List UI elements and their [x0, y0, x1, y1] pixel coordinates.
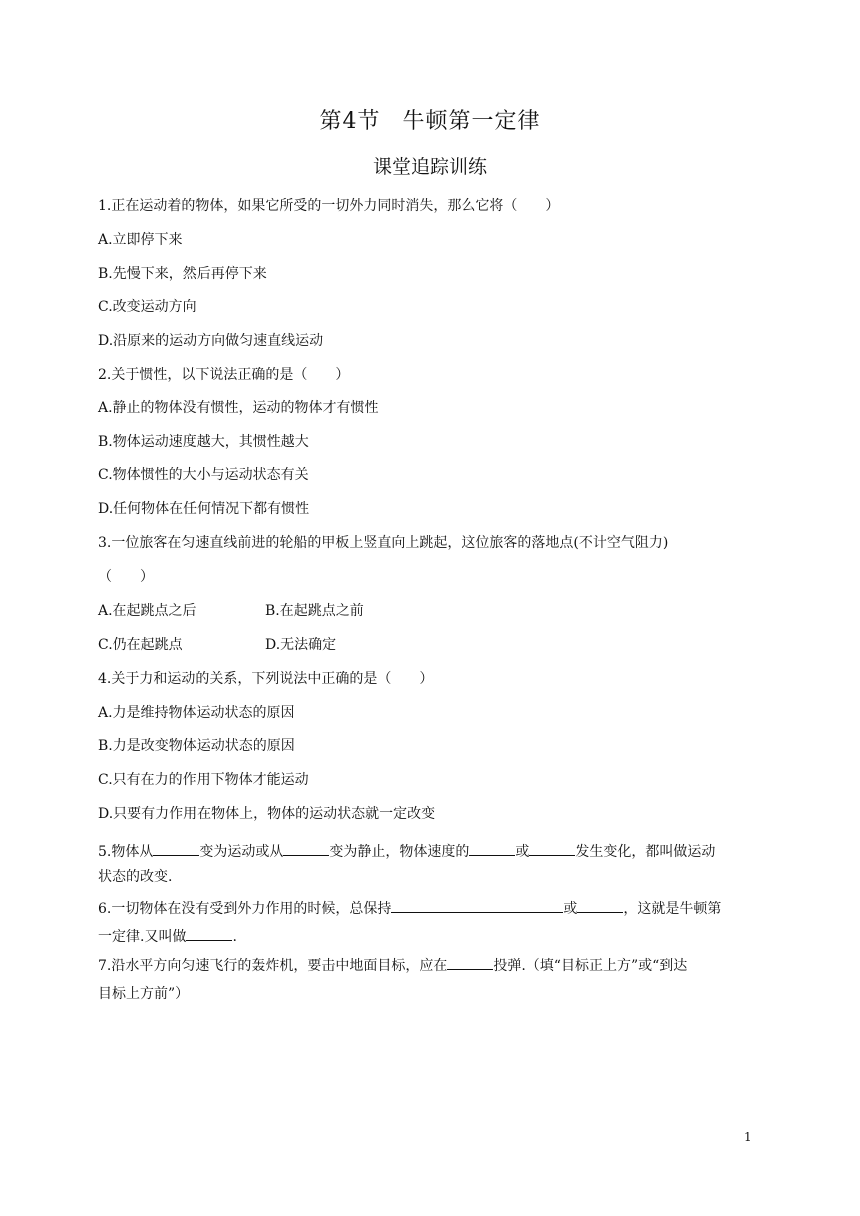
- question-1-option-d: D.沿原来的运动方向做匀速直线运动: [98, 333, 324, 349]
- page-subtitle: 课堂追踪训练: [372, 156, 487, 178]
- question-2-stem: 2.关于惯性，以下说法正确的是（ ）: [98, 367, 350, 383]
- answer-blank[interactable]: [577, 898, 623, 913]
- answer-blank[interactable]: [447, 955, 493, 970]
- answer-blank[interactable]: [153, 841, 199, 856]
- question-3-stem: 3.一位旅客在匀速直线前进的轮船的甲板上竖直向上跳起，这位旅客的落地点(不计空气阻力): [98, 535, 669, 551]
- question-4-option-d: D.只要有力作用在物体上，物体的运动状态就一定改变: [98, 806, 436, 822]
- question-5-text-2: 变为运动或从: [199, 844, 284, 860]
- question-1-stem: 1.正在运动着的物体，如果它所受的一切外力同时消失，那么它将（ ）: [98, 198, 560, 214]
- question-1-option-a: A.立即停下来: [98, 232, 183, 248]
- question-3-options-row-1: [98, 601, 698, 621]
- answer-blank[interactable]: [529, 841, 575, 856]
- question-7-text-2: 投弹.（填“目标正上方”或“到达: [493, 958, 688, 974]
- question-3-option-b: B.在起跳点之前: [265, 603, 364, 619]
- question-6-line-1: [98, 898, 721, 919]
- question-6-line-2: [98, 926, 237, 947]
- question-3-option-a: A.在起跳点之后: [98, 603, 197, 619]
- question-7-line-1: [98, 955, 687, 976]
- page-number: 1: [744, 1130, 752, 1144]
- question-1-option-b: B.先慢下来，然后再停下来: [98, 266, 267, 282]
- question-6-text-4: 一定律.又叫做: [98, 929, 187, 945]
- question-6-text-2: 或: [563, 901, 578, 917]
- question-5-text-1: 5.物体从: [98, 844, 154, 860]
- question-5-line-1: [98, 841, 715, 862]
- question-5-line-2: 状态的改变.: [98, 869, 173, 885]
- section-name: 牛顿第一定律: [402, 109, 541, 134]
- question-3-option-c: C.仍在起跳点: [98, 637, 183, 653]
- answer-blank[interactable]: [391, 898, 521, 913]
- question-4-option-a: A.力是维持物体运动状态的原因: [98, 705, 295, 721]
- question-4-stem: 4.关于力和运动的关系，下列说法中正确的是（ ）: [98, 671, 434, 687]
- question-5-text-5: 发生变化，都叫做运动: [575, 844, 716, 860]
- question-7-line-2: 目标上方前”）: [98, 986, 190, 1002]
- question-4-option-c: C.只有在力的作用下物体才能运动: [98, 772, 309, 788]
- answer-blank[interactable]: [521, 898, 563, 913]
- question-2-option-d: D.任何物体在任何情况下都有惯性: [98, 501, 310, 517]
- question-5-text-4: 或: [515, 844, 530, 860]
- question-7-text-1: 7.沿水平方向匀速飞行的轰炸机，要击中地面目标，应在: [98, 958, 448, 974]
- question-3-options-row-2: [98, 635, 698, 655]
- page-title: [0, 104, 860, 135]
- question-5-text-3: 变为静止，物体速度的: [329, 844, 470, 860]
- answer-blank[interactable]: [469, 841, 515, 856]
- answer-blank[interactable]: [283, 841, 329, 856]
- question-2-option-c: C.物体惯性的大小与运动状态有关: [98, 467, 309, 483]
- question-2-option-b: B.物体运动速度越大，其惯性越大: [98, 434, 309, 450]
- question-6-text-3: ，这就是牛顿第: [623, 901, 722, 917]
- answer-blank[interactable]: [186, 926, 232, 941]
- question-6-text-5: .: [232, 929, 237, 945]
- section-number: 第4节: [319, 109, 381, 134]
- question-3-stem-bracket: （ ）: [98, 569, 154, 585]
- question-1-option-c: C.改变运动方向: [98, 299, 197, 315]
- question-3-option-d: D.无法确定: [265, 637, 337, 653]
- question-6-text-1: 6.一切物体在没有受到外力作用的时候，总保持: [98, 901, 392, 917]
- question-4-option-b: B.力是改变物体运动状态的原因: [98, 738, 295, 754]
- question-2-option-a: A.静止的物体没有惯性，运动的物体才有惯性: [98, 400, 379, 416]
